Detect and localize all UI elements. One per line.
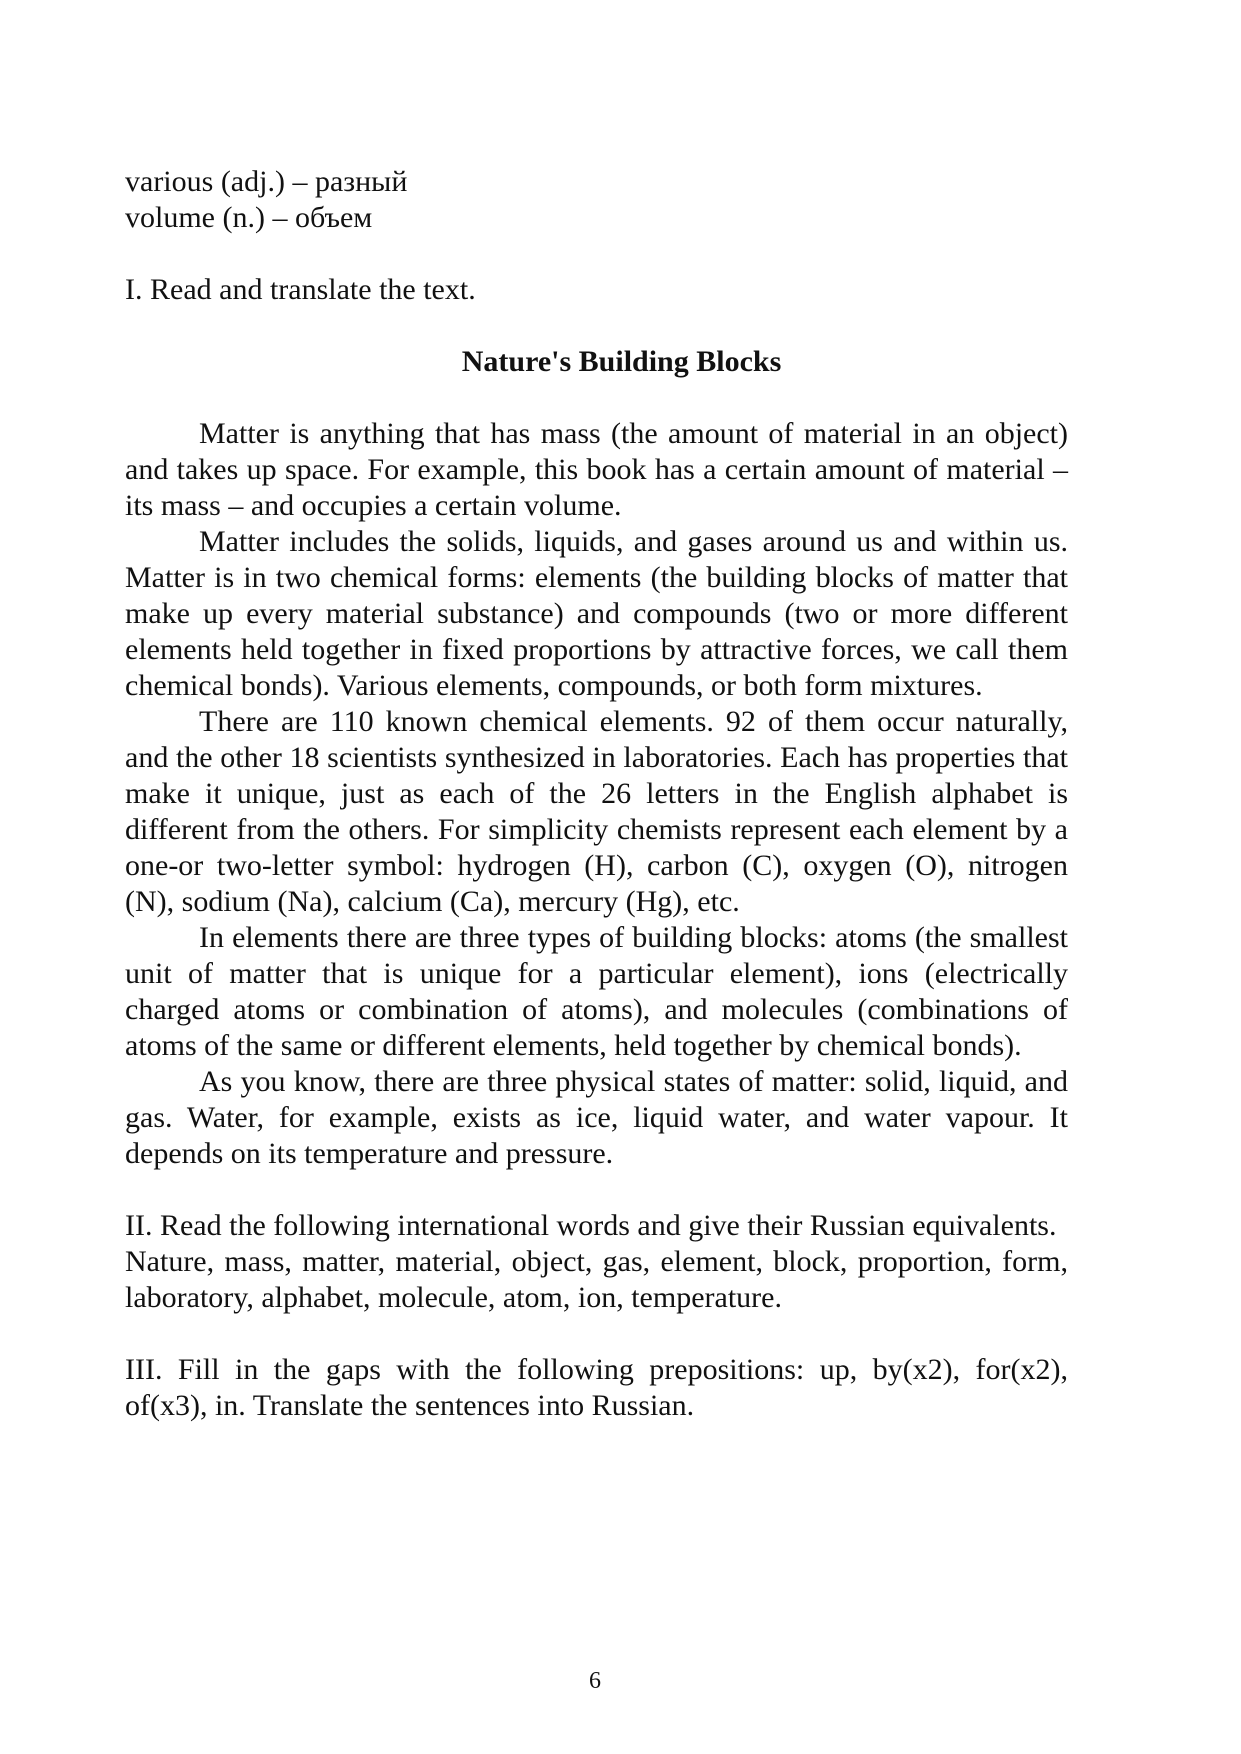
- task-1-instruction: I. Read and translate the text.: [125, 273, 476, 306]
- page-number: 6: [589, 1668, 601, 1694]
- task-3-instruction: III. Fill in the gaps with the following prepositions: up, by(x2), for(x2), of(x3), in. Translate the sentences into Russian.: [125, 1353, 1068, 1422]
- task-2-word-list: Nature, mass, matter, material, object, gas, element, block, proportion, form, laboratory, alphabet, molecule, atom, ion, temperature.: [125, 1245, 1068, 1314]
- reading-text: [125, 416, 1068, 1172]
- text-paragraph: Matter includes the solids, liquids, and gases around us and within us. Matter is in two chemical forms: elements (the building blocks of matter that make up every material substance) and compounds (two or more different elements held together in fixed proportions by attractive forces, we call them chemical bonds). Various elements, compounds, or both form mixtures.: [125, 525, 1068, 702]
- page-content: [125, 164, 1068, 1424]
- text-paragraph: In elements there are three types of building blocks: atoms (the smallest unit of matter that is unique for a particular element), ions (electrically charged atoms or combination of atoms), and molecules (combinations of atoms of the same or different elements, held together by chemical bonds).: [125, 921, 1068, 1062]
- text-title: Nature's Building Blocks: [461, 345, 782, 378]
- vocabulary-entry: various (adj.) – разный: [125, 165, 408, 198]
- task-2-instruction: II. Read the following international words and give their Russian equivalents.: [125, 1209, 1057, 1242]
- vocabulary-list: [125, 164, 1068, 236]
- text-paragraph: Matter is anything that has mass (the amount of material in an object) and takes up space. For example, this book has a certain amount of material – its mass – and occupies a certain volume.: [125, 417, 1068, 522]
- text-paragraph: As you know, there are three physical states of matter: solid, liquid, and gas. Water, for example, exists as ice, liquid water, and water vapour. It depends on its temperature and pressure.: [125, 1065, 1068, 1170]
- vocabulary-entry: volume (n.) – объем: [125, 201, 373, 234]
- text-paragraph: There are 110 known chemical elements. 92 of them occur naturally, and the other 18 scientists synthesized in laboratories. Each has properties that make it unique, just as each of the 26 letters in the English alphabet is different from the others. For simplicity chemists represent each element by a one-or two-letter symbol: hydrogen (H), carbon (C), oxygen (O), nitrogen (N), sodium (Na), calcium (Ca), mercury (Hg), etc.: [125, 705, 1068, 918]
